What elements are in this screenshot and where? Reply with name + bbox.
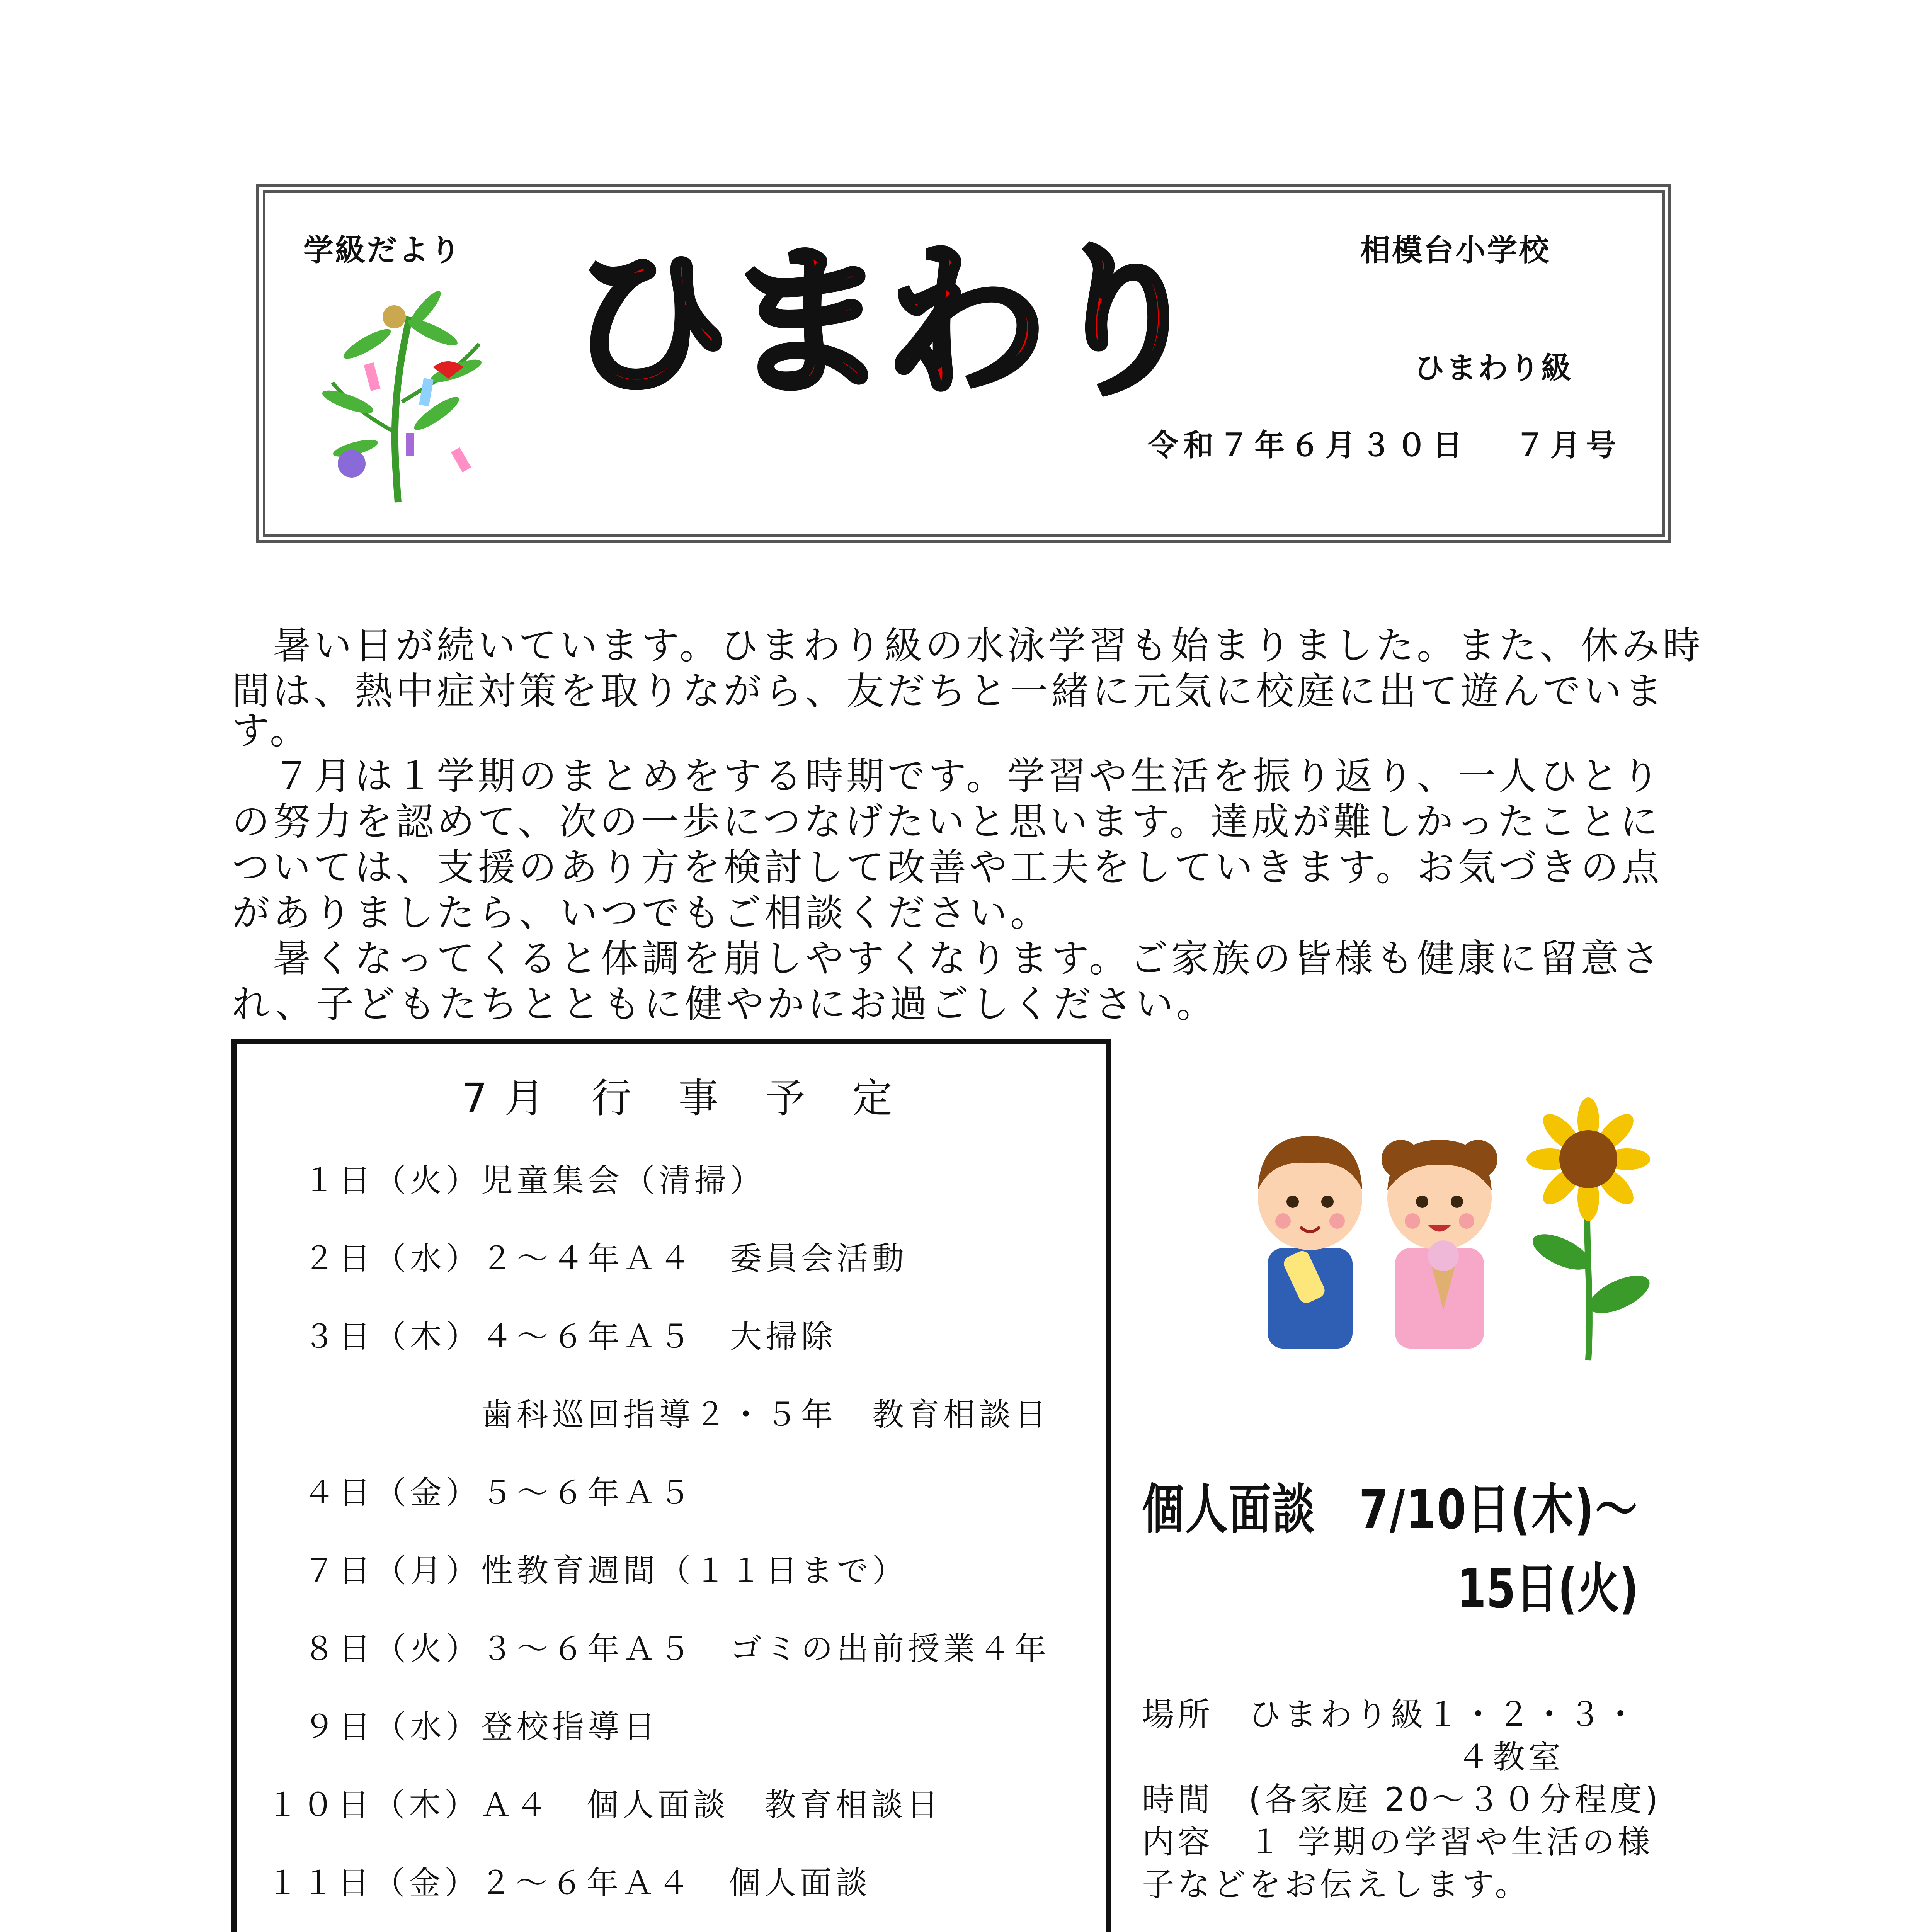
schedule-item: １１日（金）２～６年Ａ４ 個人面談 — [267, 1865, 871, 1901]
schedule-item: ２日（水）２～４年Ａ４ 委員会活動 — [303, 1240, 908, 1277]
schedule-item: ９日（水）登校指導日 — [303, 1709, 659, 1745]
schedule-item: ８日（火）３～６年Ａ５ ゴミの出前授業４年 — [303, 1631, 1050, 1667]
schedule-item: １日（火）児童集会（清掃） — [303, 1162, 766, 1199]
interview-content-cont: 子などをお伝えします。 — [1142, 1866, 1531, 1903]
intro-line: 暑い日が続いています。ひまわり級の水泳学習も始まりました。また、休み時 — [232, 624, 1704, 668]
intro-line: 暑くなってくると体調を崩しやすくなります。ご家族の皆様も健康に留意さ — [232, 937, 1663, 981]
class-name: ひまわり級 — [1414, 351, 1573, 386]
schedule-item: ７日（月）性教育週間（１１日まで） — [303, 1553, 908, 1589]
boy-icon — [1258, 1136, 1362, 1349]
interview-heading-end: 15日(火) — [1457, 1558, 1639, 1621]
interview-place-cont: ４教室 — [1457, 1738, 1564, 1776]
tanabata-bamboo-icon — [309, 286, 502, 510]
interview-heading: 個人面談 7/10日(木)～ — [1142, 1478, 1639, 1541]
intro-line: 間は、熱中症対策を取りながら、友だちと一緒に元気に校庭に出て遊んでいま — [232, 669, 1666, 713]
interview-content: 内容 １ 学期の学習や生活の様 — [1142, 1823, 1653, 1861]
issue-number: ７月号 — [1515, 428, 1622, 463]
issue-date: 令和７年６月３０日 — [1148, 428, 1468, 463]
schedule-item: １０日（木）Ａ４ 個人面談 教育相談日 — [267, 1787, 943, 1823]
newsletter-title — [560, 232, 1295, 425]
intro-line: れ、子どもたちとともに健やかにお過ごしください。 — [232, 982, 1217, 1026]
intro-line: す。 — [232, 709, 311, 753]
intro-line: ついては、支援のあり方を検討して改善や工夫をしていきます。お気づきの点 — [232, 845, 1663, 889]
title-text: ひまわり — [568, 232, 1202, 417]
newsletter-label: 学級だより — [303, 233, 462, 268]
school-name: 相模台小学校 — [1360, 233, 1551, 268]
schedule-item: ４日（金）５～６年Ａ５ — [303, 1475, 695, 1511]
interview-time: 時間 (各家庭 20～３０分程度) — [1142, 1781, 1661, 1818]
sunflower-icon — [1526, 1097, 1655, 1360]
children-sunflower-illustration — [1225, 1094, 1669, 1364]
interview-place: 場所 ひまわり級１・２・３・ — [1142, 1696, 1640, 1733]
schedule-item: ３日（木）４～６年Ａ５ 大掃除 — [303, 1318, 837, 1355]
schedule-item: 歯科巡回指導２・５年 教育相談日 — [481, 1396, 1050, 1433]
intro-line: がありましたら、いつでもご相談ください。 — [232, 891, 1052, 935]
girl-icon — [1382, 1140, 1497, 1349]
intro-line: ７月は１学期のまとめをする時期です。学習や生活を振り返り、一人ひとり — [232, 754, 1663, 798]
intro-line: の努力を認めて、次の一歩につなげたいと思います。達成が難しかったことに — [232, 800, 1661, 844]
schedule-title: 7月 行 事 予 定 — [462, 1075, 910, 1122]
